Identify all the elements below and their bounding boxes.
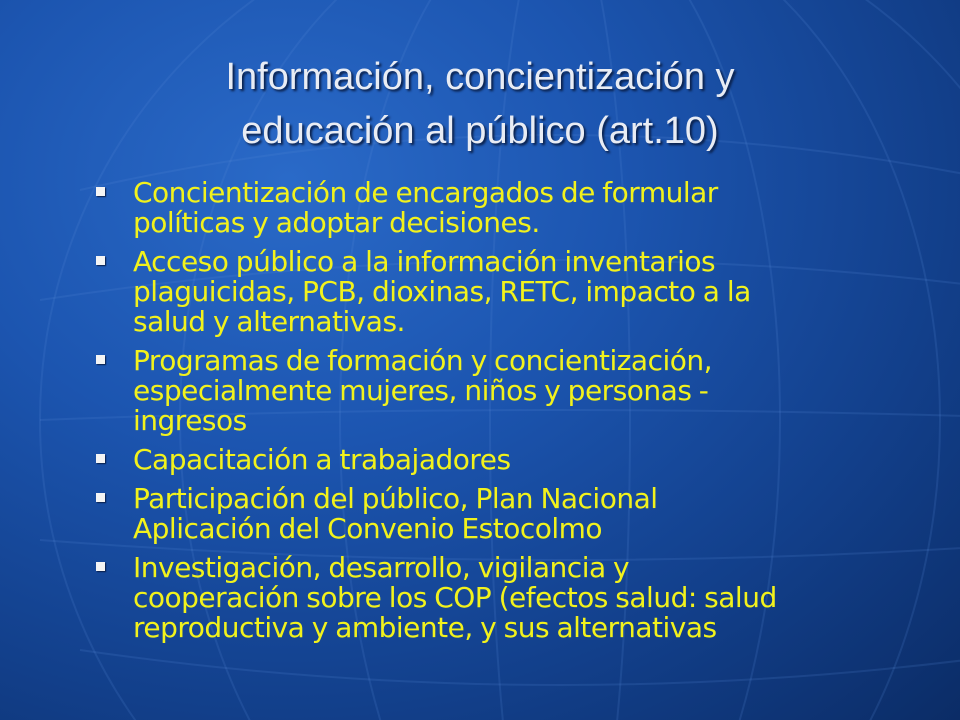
- bullet-text-line: Capacitación a trabajadores: [133, 443, 511, 476]
- bullet-text-line: Concientización de encargados de formular: [133, 176, 718, 209]
- bullet-text-line: Investigación, desarrollo, vigilancia y: [133, 551, 630, 584]
- bullet-text-line: plaguicidas, PCB, dioxinas, RETC, impacto a la: [133, 275, 751, 308]
- title-line-2: educación al público (art.10): [241, 110, 719, 152]
- square-bullet-icon: [96, 256, 105, 265]
- bullet-text-line: salud y alternativas.: [133, 305, 405, 338]
- slide-title: [80, 50, 880, 158]
- bullet-text-line: ingresos: [133, 404, 247, 437]
- square-bullet-icon: [96, 562, 105, 571]
- bullet-text-line: políticas y adoptar decisiones.: [133, 206, 540, 239]
- square-bullet-icon: [96, 493, 105, 502]
- bullet-text-line: Participación del público, Plan Nacional: [133, 482, 658, 515]
- square-bullet-icon: [96, 187, 105, 196]
- title-line-1: Información, concientización y: [225, 56, 735, 98]
- bullet-item-3: [95, 346, 895, 436]
- bullet-item-1: [95, 178, 895, 238]
- bullet-item-2: [95, 247, 895, 337]
- bullet-text-line: especialmente mujeres, niños y personas -: [133, 374, 709, 407]
- bullet-item-6: [95, 553, 895, 643]
- bullet-list: [95, 178, 895, 652]
- bullet-text-line: Programas de formación y concientización,: [133, 344, 713, 377]
- bullet-text-line: Aplicación del Convenio Estocolmo: [133, 512, 603, 545]
- bullet-text-line: cooperación sobre los COP (efectos salud: salud: [133, 581, 777, 614]
- square-bullet-icon: [96, 355, 105, 364]
- square-bullet-icon: [96, 454, 105, 463]
- bullet-text-line: reproductiva y ambiente, y sus alternativas: [133, 611, 717, 644]
- bullet-item-4: [95, 445, 895, 475]
- bullet-text-line: Acceso público a la información inventarios: [133, 245, 716, 278]
- bullet-item-5: [95, 484, 895, 544]
